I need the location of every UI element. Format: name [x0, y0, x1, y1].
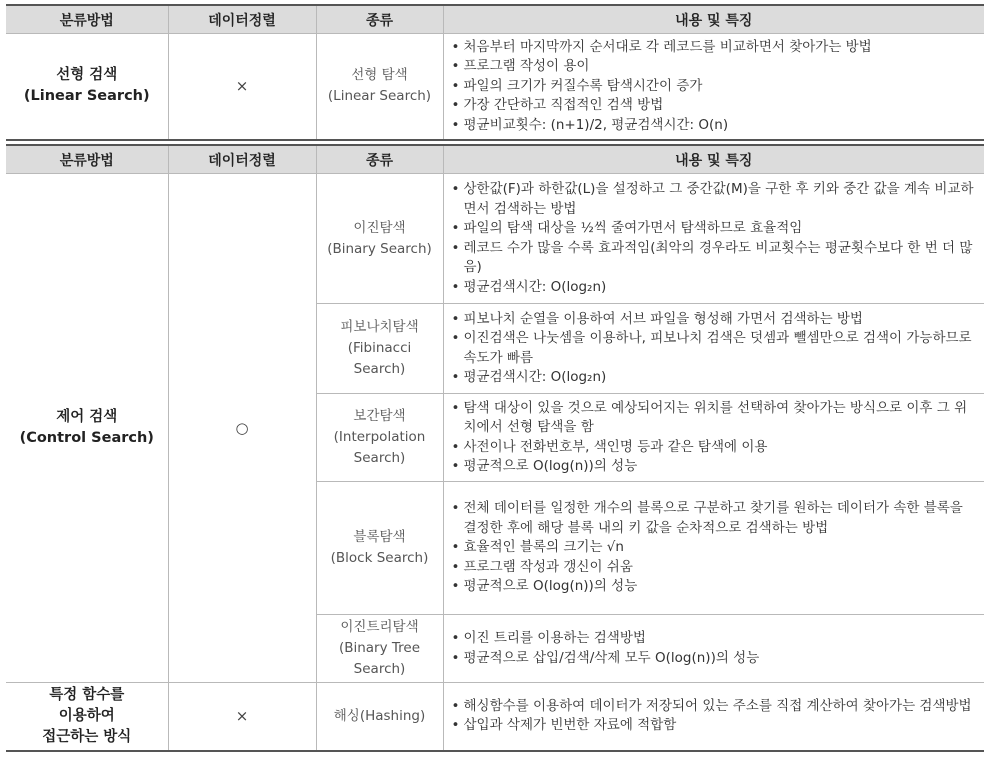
- linear-search-table: [6, 4, 984, 141]
- method-cell: [6, 683, 168, 751]
- table-row: [6, 174, 984, 304]
- bullet-icon: •: [451, 649, 460, 666]
- item-text: 평균검색시간: O(log₂n): [463, 369, 607, 385]
- item-text: 상한값(F)과 하한값(L)을 설정하고 그 중간값(M)을 구한 후 키와 중간 값을 계속 비교하면서 검색하는 방법: [463, 181, 974, 217]
- bullet-icon: •: [451, 220, 460, 236]
- header-description: 내용 및 특징: [443, 145, 984, 174]
- description-cell: [443, 304, 984, 394]
- bullet-icon: •: [451, 630, 460, 646]
- method-label-en: (Linear Search): [23, 88, 150, 105]
- header-sort: 데이터정렬: [168, 5, 316, 34]
- kind-label: 피보나치탐색: [340, 319, 419, 335]
- kind-label-en: (Interpolation: [333, 429, 426, 445]
- list-item: [452, 77, 979, 97]
- item-text: 전체 데이터를 일정한 개수의 블록으로 구분하고 찾기를 원하는 데이터가 속한 블록을 결정한 후에 해당 블록 내의 키 값을 순차적으로 검색하는 방법: [463, 500, 963, 536]
- method-label-3: 접근하는 방식: [42, 728, 132, 745]
- bullet-icon: •: [451, 310, 460, 327]
- description-cell: [443, 174, 984, 304]
- list-item: [452, 57, 979, 77]
- kind-cell: [316, 394, 443, 482]
- kind-label: 이진탐색: [353, 219, 406, 236]
- kind-label-en: (Block Search): [330, 550, 429, 566]
- kind-label-en: (Binary Search): [327, 240, 432, 257]
- item-text: 피보나치 순열을 이용하여 서브 파일을 형성해 가면서 검색하는 방법: [463, 310, 863, 327]
- kind-cell: [316, 683, 443, 751]
- sort-cell: ○: [168, 174, 316, 683]
- header-kind: 종류: [316, 145, 443, 174]
- list-item: [452, 116, 979, 136]
- method-label: 제어 검색: [56, 409, 118, 425]
- item-text: 평균적으로 O(log(n))의 성능: [463, 578, 638, 595]
- list-item: [452, 577, 979, 597]
- table-header-row: [6, 5, 984, 34]
- kind-label: 해싱(Hashing): [333, 707, 426, 724]
- method-label: 선형 검색: [56, 67, 118, 84]
- description-cell: [443, 394, 984, 482]
- bullet-icon: •: [451, 369, 460, 385]
- item-text: 해싱함수를 이용하여 데이터가 저장되어 있는 주소를 직접 계산하여 찾아가는 검색방법: [463, 697, 972, 714]
- list-item: [452, 329, 979, 368]
- item-text: 평균비교횟수: (n+1)/2, 평균검색시간: O(n): [463, 116, 729, 133]
- list-item: [452, 457, 979, 477]
- table-row: [6, 683, 984, 751]
- list-item: [452, 558, 979, 578]
- kind-cell: [316, 615, 443, 683]
- list-item: [452, 278, 979, 298]
- bullet-icon: •: [451, 278, 460, 295]
- bullet-icon: •: [451, 717, 460, 734]
- kind-cell: [316, 34, 443, 140]
- bullet-icon: •: [451, 697, 460, 714]
- kind-label-en-2: Search): [353, 361, 406, 377]
- item-text: 처음부터 마지막까지 순서대로 각 레코드를 비교하면서 찾아가는 방법: [463, 38, 872, 55]
- bullet-icon: •: [451, 399, 460, 416]
- sort-cell: ×: [168, 34, 316, 140]
- item-text: 탐색 대상이 있을 것으로 예상되어지는 위치를 선택하여 찾아가는 방식으로 이후 그 위치에서 선형 탐색을 함: [463, 399, 968, 435]
- header-sort: 데이터정렬: [168, 145, 316, 174]
- list-item: [452, 368, 979, 388]
- kind-label: 선형 탐색: [351, 67, 408, 84]
- item-text: 효율적인 블록의 크기는 √n: [463, 539, 624, 556]
- control-search-table: [6, 144, 984, 752]
- list-item: [452, 649, 979, 669]
- bullet-icon: •: [451, 116, 460, 133]
- kind-label-en-2: Search): [353, 450, 406, 466]
- kind-cell: [316, 174, 443, 304]
- list-item: [452, 38, 979, 58]
- header-method: 분류방법: [6, 5, 168, 34]
- kind-cell: [316, 304, 443, 394]
- description-cell: [443, 482, 984, 615]
- method-cell: [6, 174, 168, 683]
- bullet-icon: •: [451, 500, 460, 517]
- item-text: 평균검색시간: O(log₂n): [463, 278, 607, 295]
- bullet-icon: •: [451, 58, 460, 74]
- method-label-2: 이용하여: [58, 707, 115, 724]
- bullet-icon: •: [451, 458, 460, 474]
- list-item: [452, 219, 979, 239]
- item-text: 평균적으로 O(log(n))의 성능: [463, 458, 638, 474]
- table-header-row: [6, 145, 984, 174]
- kind-label: 블록탐색: [353, 529, 406, 545]
- bullet-icon: •: [451, 181, 460, 197]
- list-item: [452, 96, 979, 116]
- list-item: [452, 310, 979, 330]
- description-cell: [443, 34, 984, 140]
- kind-label: 보간탐색: [353, 408, 406, 424]
- bullet-icon: •: [451, 38, 460, 55]
- item-text: 레코드 수가 많을 수록 효과적임(최악의 경우라도 비교횟수는 평균횟수보다 한 번 더 많음): [463, 239, 973, 275]
- description-cell: [443, 615, 984, 683]
- kind-cell: [316, 482, 443, 615]
- bullet-icon: •: [451, 330, 460, 346]
- bullet-icon: •: [451, 558, 460, 575]
- list-item: [452, 399, 979, 438]
- header-method: 분류방법: [6, 145, 168, 174]
- item-text: 프로그램 작성이 용이: [463, 58, 590, 74]
- bullet-icon: •: [451, 578, 460, 595]
- kind-label-en: (Linear Search): [327, 88, 432, 105]
- method-cell: [6, 34, 168, 140]
- kind-label-en: (Fibinacci: [347, 340, 412, 356]
- item-text: 이진 트리를 이용하는 검색방법: [463, 630, 646, 646]
- method-label-en: (Control Search): [19, 430, 154, 446]
- list-item: [452, 716, 979, 736]
- header-description: 내용 및 특징: [443, 5, 984, 34]
- item-text: 평균적으로 삽입/검색/삭제 모두 O(log(n))의 성능: [463, 649, 760, 666]
- item-text: 삽입과 삭제가 빈번한 자료에 적합함: [463, 717, 677, 734]
- header-kind: 종류: [316, 5, 443, 34]
- bullet-icon: •: [451, 539, 460, 556]
- list-item: [452, 629, 979, 649]
- bullet-icon: •: [451, 77, 460, 94]
- list-item: [452, 438, 979, 458]
- method-label: 특정 함수를: [49, 686, 125, 703]
- item-text: 파일의 탐색 대상을 ½씩 줄여가면서 탐색하므로 효율적임: [463, 220, 803, 236]
- list-item: [452, 180, 979, 219]
- kind-label-en-2: Search): [353, 661, 406, 677]
- bullet-icon: •: [451, 239, 460, 256]
- list-item: [452, 697, 979, 717]
- bullet-icon: •: [451, 438, 460, 455]
- sort-cell: ×: [168, 683, 316, 751]
- table-row: [6, 34, 984, 140]
- kind-label: 이진트리탐색: [340, 619, 419, 635]
- list-item: [452, 538, 979, 558]
- description-cell: [443, 683, 984, 751]
- item-text: 사전이나 전화번호부, 색인명 등과 같은 탐색에 이용: [463, 438, 768, 455]
- item-text: 프로그램 작성과 갱신이 쉬움: [463, 558, 633, 575]
- bullet-icon: •: [451, 97, 460, 113]
- list-item: [452, 239, 979, 278]
- list-item: [452, 499, 979, 538]
- item-text: 파일의 크기가 커질수록 탐색시간이 증가: [463, 77, 703, 94]
- kind-label-en: (Binary Tree: [338, 640, 421, 656]
- item-text: 이진검색은 나눗셈을 이용하나, 피보나치 검색은 덧셈과 뺄셈만으로 검색이 가능하므로 속도가 빠름: [463, 330, 972, 366]
- item-text: 가장 간단하고 직접적인 검색 방법: [463, 97, 664, 113]
